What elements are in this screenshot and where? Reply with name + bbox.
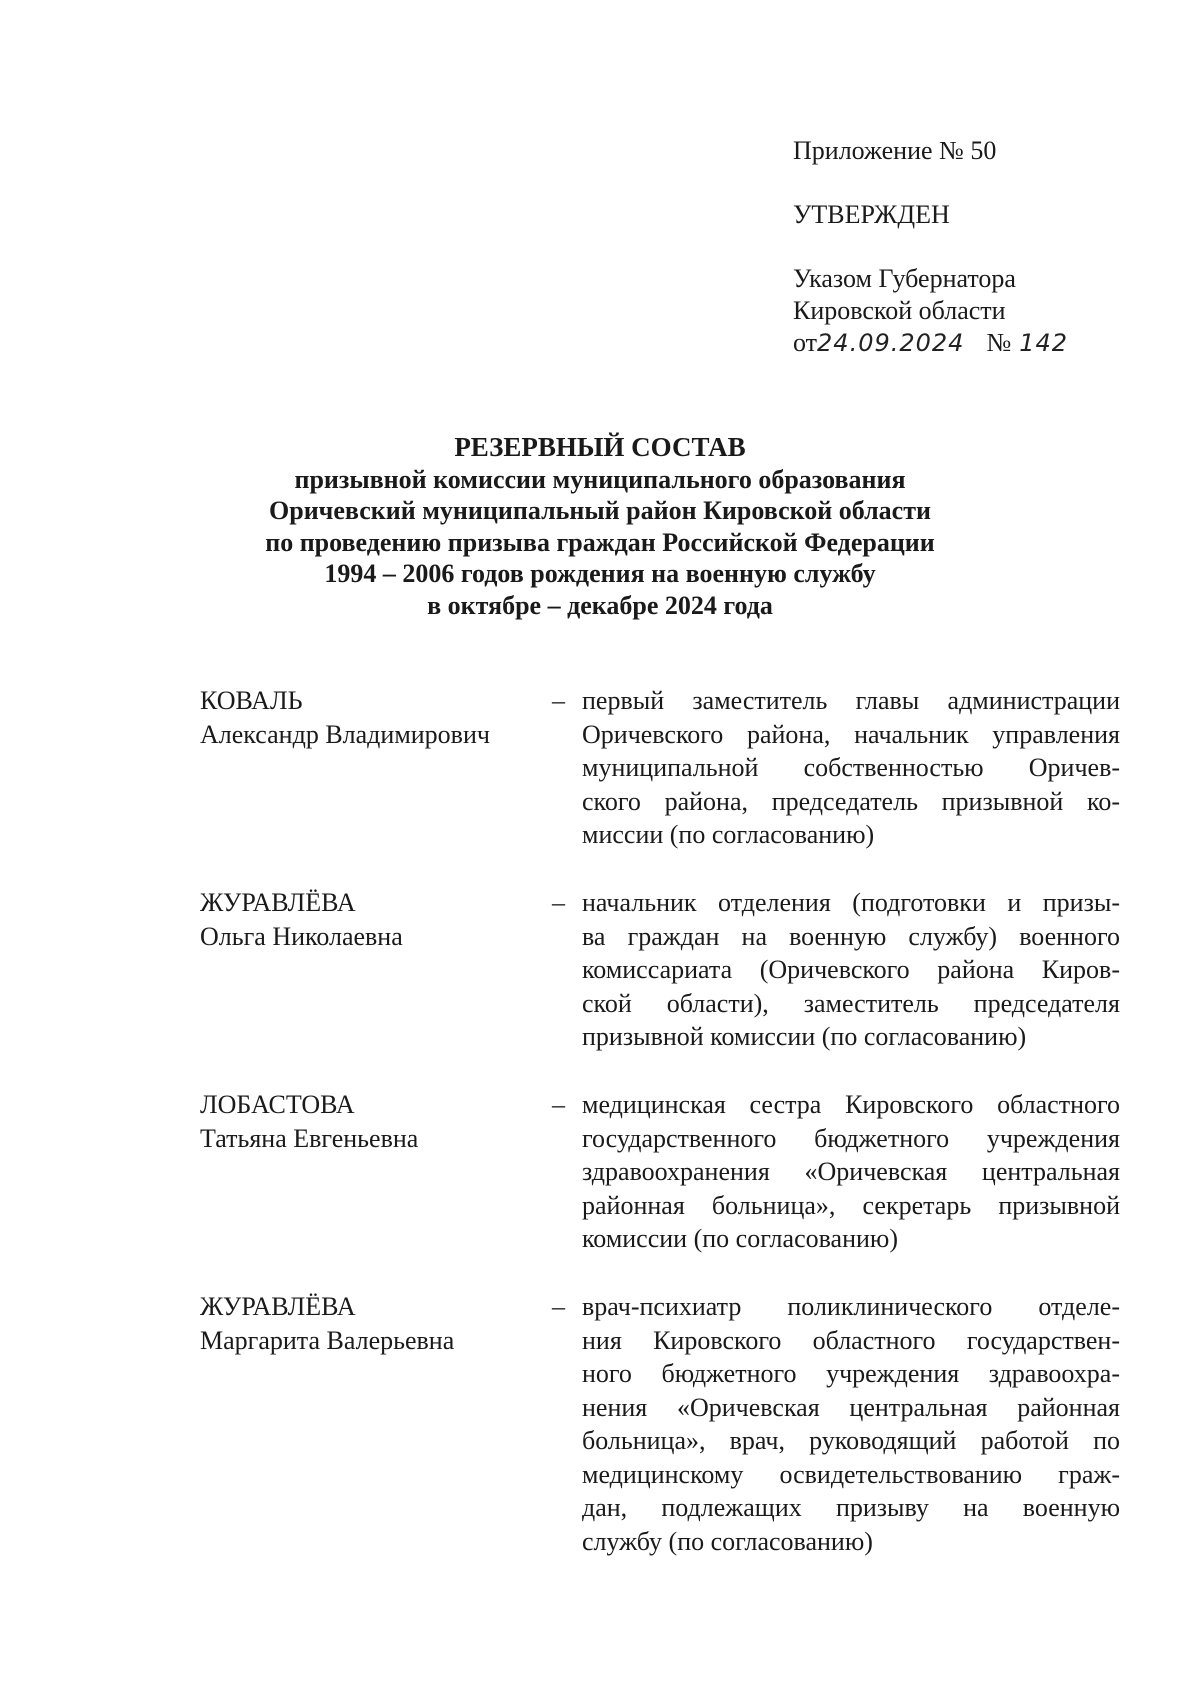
member-entry <box>200 1088 1120 1256</box>
decree-date-line <box>793 327 1068 359</box>
member-entry <box>200 684 1120 852</box>
description-row: здравоохранения «Оричевская центральная <box>582 1157 1120 1187</box>
title-line-6: в октябре – декабре 2024 года <box>427 590 773 620</box>
title-main: РЕЗЕРВНЫЙ СОСТАВ <box>454 432 746 462</box>
description-row: комиссии (по согласованию) <box>582 1224 898 1254</box>
appendix-number: Приложение № 50 <box>793 136 997 165</box>
description-row: дан, подлежащих призыву на военную <box>582 1493 1120 1523</box>
description-row: начальник отделения (подготовки и призы- <box>582 887 1120 917</box>
member-name <box>200 1290 530 1357</box>
member-given-names: Татьяна Евгеньевна <box>200 1123 419 1153</box>
member-entry <box>200 886 1120 1054</box>
description-row: комиссариата (Оричевского района Киров- <box>582 955 1120 985</box>
member-surname: ЖУРАВЛЁВА <box>200 887 356 917</box>
description-row: службу (по согласованию) <box>582 1527 873 1557</box>
member-surname: КОВАЛЬ <box>200 686 303 715</box>
member-description <box>582 684 1120 852</box>
members-list <box>200 684 1120 1559</box>
description-row: ского района, председатель призывной ко- <box>582 786 1120 816</box>
member-given-names: Ольга Николаевна <box>200 921 403 951</box>
handwritten-date: 24.09.2024 <box>817 329 965 357</box>
member-dash: – <box>552 686 565 715</box>
title-line-4: по проведению призыва граждан Российской Федерации <box>265 527 935 557</box>
member-dash: – <box>552 1291 565 1321</box>
title-line-2: призывной комиссии муниципального образования <box>294 464 906 494</box>
member-dash: – <box>552 1089 565 1119</box>
member-given-names: Александр Владимирович <box>200 719 490 749</box>
description-row: призывной комиссии (по согласованию) <box>582 1022 1027 1052</box>
description-row: ного бюджетного учреждения здравоохра- <box>582 1359 1120 1389</box>
member-name <box>200 684 530 751</box>
description-row: больница», врач, руководящий работой по <box>582 1426 1120 1456</box>
decree-line-2: Кировской области <box>793 296 1006 325</box>
description-row: ва граждан на военную службу) военного <box>582 921 1120 951</box>
member-description <box>582 886 1120 1054</box>
handwritten-number: 142 <box>1019 329 1069 357</box>
description-row: миссии (по согласованию) <box>582 820 875 850</box>
description-row: нения «Оричевская центральная районная <box>582 1392 1120 1422</box>
description-row: врач-психиатр поликлинического отделе- <box>582 1291 1120 1321</box>
member-name <box>200 886 530 953</box>
description-row: первый заместитель главы администрации <box>582 686 1120 715</box>
date-prefix: от <box>793 328 818 357</box>
description-row: муниципальной собственностью Оричев- <box>582 753 1120 783</box>
member-given-names: Маргарита Валерьевна <box>200 1325 455 1355</box>
title-line-5: 1994 – 2006 годов рождения на военную службу <box>324 559 876 588</box>
title-line-3: Оричевский муниципальный район Кировской области <box>269 496 931 525</box>
description-row: государственного бюджетного учреждения <box>582 1123 1120 1153</box>
description-row: ской области), заместитель председателя <box>582 988 1120 1018</box>
member-description <box>582 1290 1120 1559</box>
approved-label: УТВЕРЖДЕН <box>793 200 950 229</box>
approval-block <box>793 135 1068 359</box>
description-row: медицинскому освидетельствованию граж- <box>582 1459 1120 1489</box>
description-row: ния Кировского областного государствен- <box>582 1325 1120 1355</box>
member-description <box>582 1088 1120 1256</box>
description-row: Оричевского района, начальник управления <box>582 719 1120 749</box>
member-surname: ЛОБАСТОВА <box>200 1089 355 1119</box>
document-title <box>150 432 1050 621</box>
description-row: районная больница», секретарь призывной <box>582 1190 1120 1220</box>
member-dash: – <box>552 887 565 917</box>
description-row: медицинская сестра Кировского областного <box>582 1089 1120 1119</box>
member-entry <box>200 1290 1120 1559</box>
member-surname: ЖУРАВЛЁВА <box>200 1291 356 1321</box>
number-label: № <box>986 328 1012 357</box>
member-name <box>200 1088 530 1155</box>
decree-line-1: Указом Губернатора <box>793 264 1016 293</box>
